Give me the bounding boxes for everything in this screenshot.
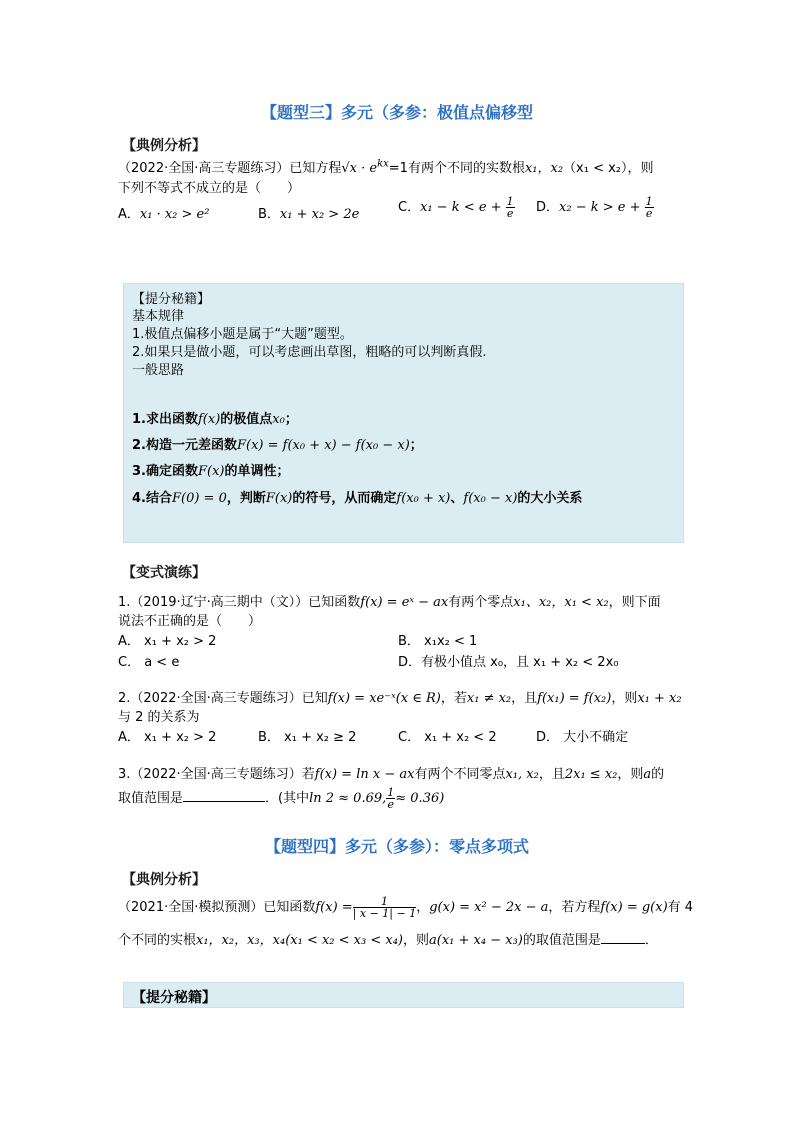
q3-text-note: ．(其中	[265, 791, 310, 806]
step1-function: f(x)	[197, 412, 221, 427]
option-c	[398, 196, 515, 219]
step2-text-c: ；	[409, 438, 423, 453]
example-line-1	[118, 157, 654, 176]
q3-line-1	[118, 763, 664, 782]
option-c-text: x₁ − k < e +	[420, 200, 502, 215]
q3-cond: 2x₁ ≤ x₂	[564, 767, 618, 782]
q2-option-c: C． x₁ + x₂ < 2	[398, 730, 497, 745]
type4-line-2	[118, 929, 658, 948]
step4-text-a: 4.结合	[132, 491, 172, 506]
q3-text-b: 有两个不同零点	[414, 767, 506, 782]
option-d-label: D．	[536, 200, 560, 215]
option-b-label: B．	[258, 207, 280, 222]
tips-box-type4	[123, 982, 684, 1008]
q1-text-a: 1.（2019·辽宁·高三期中（文））已知函数	[118, 595, 361, 610]
q2-option-d: D． 大小不确定	[536, 730, 629, 745]
fraction-one-over-e	[506, 196, 515, 219]
rule-title: 基本规律	[132, 309, 185, 324]
type4-function-f: f(x) =	[315, 900, 353, 915]
fraction-denominator: e	[645, 207, 653, 220]
step4-text-d: 的大小关系	[517, 491, 583, 506]
option-b	[258, 203, 359, 222]
step4-f0: F(0) = 0	[171, 491, 227, 506]
option-b-text: x₁ + x₂ > 2e	[279, 207, 360, 222]
type4-roots: x₁，x₂，x₃，x₄	[196, 933, 286, 948]
q2-equal: f(x₁) = f(x₂)	[537, 691, 612, 706]
section-title-type4: 【题型四】多元（多参）：零点多项式	[264, 837, 529, 856]
q1-text-c: ，则下面	[608, 595, 661, 610]
option-d	[536, 196, 654, 219]
type4-order: (x₁ < x₂ < x₃ < x₄)	[285, 933, 403, 948]
option-a-text: x₁ · x₂ > e²	[139, 207, 210, 222]
step4-g1: f(x₀ + x)	[396, 491, 451, 506]
q1-line-2: 说法不正确的是（ ）	[118, 614, 262, 629]
example-text-a: （2022·全国·高三专题练习）已知方程	[118, 161, 342, 176]
tips-header-type4: 【提分秘籍】	[132, 990, 216, 1006]
step4-text-b: ，判断	[226, 491, 266, 506]
example-line-2: 下列不等式不成立的是（ ）	[118, 181, 301, 196]
type4-line-1	[118, 896, 693, 919]
fraction-one-over-e	[386, 787, 395, 810]
step1-text-c: ；	[284, 412, 298, 427]
step-3	[132, 460, 290, 479]
step1-text-b: 的极值点	[220, 412, 273, 427]
answer-blank[interactable]	[601, 931, 645, 944]
type4-fraction-den: | x − 1| − 1	[352, 907, 417, 920]
step2-text-a: 2.构造一元差函数	[132, 438, 237, 453]
step4-g2: f(x₀ − x)	[463, 491, 518, 506]
type4-text-a: （2021·全国·模拟预测）已知函数	[118, 900, 316, 915]
step1-text-a: 1.求出函数	[132, 412, 198, 427]
fraction-denominator: e	[506, 207, 514, 220]
roots-symbols: x₁，x₂	[524, 161, 564, 176]
type4-text-end: ．	[644, 933, 658, 948]
type4-expression: a(x₁ + x₄ − x₃)	[429, 933, 523, 948]
type4-fraction-num: 1	[353, 896, 417, 908]
fraction-one-over-e	[645, 196, 654, 219]
step3-function: F(x)	[197, 464, 225, 479]
type4-text-range: 的取值范围是	[522, 933, 601, 948]
q2-line-2: 与 2 的关系为	[118, 710, 200, 725]
example-header-type4: 【典例分析】	[122, 872, 206, 888]
step-4	[132, 487, 582, 506]
q2-text-d: ，且	[511, 691, 538, 706]
q1-option-c: C． a < e	[118, 655, 180, 670]
fraction-numerator: 1	[506, 195, 514, 208]
q1-option-d: D．有极小值点 x₀，且 x₁ + x₂ < 2x₀	[398, 655, 619, 670]
step-2	[132, 434, 423, 453]
type4-text-b: ，	[416, 900, 430, 915]
q2-sum: x₁ + x₂	[637, 691, 682, 706]
q3-param: a	[643, 767, 652, 782]
step4-text-c: 的符号，从而确定	[292, 491, 397, 506]
q3-line-2	[118, 787, 444, 810]
section-title-type3: 【题型三】多元（多参：极值点偏移型	[260, 103, 533, 122]
answer-blank[interactable]	[183, 789, 265, 802]
step3-text-b: 的单调性；	[224, 464, 290, 479]
step4-sep: 、	[450, 491, 464, 506]
step3-text-a: 3.确定函数	[132, 464, 198, 479]
q2-text-a: 2.（2022·全国·高三专题练习）已知	[118, 691, 328, 706]
option-a-label: A．	[118, 207, 140, 222]
tips-box	[123, 283, 684, 543]
example-text-b: =1有两个不同的实数根	[388, 161, 525, 176]
fraction-numerator: 1	[387, 786, 395, 799]
q2-cond: x₁ ≠ x₂	[466, 691, 512, 706]
example-header: 【典例分析】	[122, 138, 206, 154]
q2-text-b: ，若	[440, 691, 467, 706]
q3-text-range: 取值范围是	[118, 791, 184, 806]
type4-fraction	[353, 896, 417, 919]
q3-text-e: ，则	[617, 767, 644, 782]
q1-text-b: 有两个零点	[448, 595, 514, 610]
fraction-numerator: 1	[645, 195, 653, 208]
q2-option-a: A． x₁ + x₂ > 2	[118, 730, 217, 745]
idea-title: 一般思路	[132, 363, 185, 378]
q3-function: f(x) = ln x − ax	[314, 767, 415, 782]
type4-function-g: g(x) = x² − 2x − a	[429, 900, 549, 915]
q2-function: f(x) = xe⁻ˣ(x ∈ R)	[327, 691, 441, 706]
q3-zeros: x₁, x₂	[505, 767, 539, 782]
q3-ln2: ln 2 ≈ 0.69,	[309, 791, 387, 806]
q1-line-1	[118, 591, 661, 610]
q3-text-g: 的	[651, 767, 665, 782]
q2-text-g: ，则	[611, 691, 638, 706]
rule-2: 2.如果只是做小题，可以考虑画出草图，粗略的可以判断真假.	[132, 345, 487, 360]
type4-text-c: ，若方程	[548, 900, 601, 915]
example-text-c: （x₁ < x₂），则	[563, 161, 654, 176]
type4-text-then: ，则	[403, 933, 430, 948]
step2-function: F(x) = f(x₀ + x) − f(x₀ − x)	[236, 438, 410, 453]
equation-sqrt: √x · e	[341, 161, 378, 176]
type4-text-roots: 个不同的实根	[118, 933, 197, 948]
type4-text-d: 有 4	[667, 900, 694, 915]
q1-option-b: B． x₁x₂ < 1	[398, 634, 478, 649]
q3-approx: ≈ 0.36)	[395, 791, 445, 806]
q2-option-b: B． x₁ + x₂ ≥ 2	[258, 730, 357, 745]
q3-text-c: ，且	[538, 767, 565, 782]
q2-line-1	[118, 687, 682, 706]
type4-equation: f(x) = g(x)	[600, 900, 668, 915]
option-c-label: C．	[398, 200, 421, 215]
option-d-text: x₂ − k > e +	[559, 200, 641, 215]
exponent-kx: kx	[377, 158, 389, 170]
tips-header: 【提分秘籍】	[132, 292, 211, 307]
q3-text-a: 3.（2022·全国·高三专题练习）若	[118, 767, 315, 782]
rule-1: 1.极值点偏移小题是属于“大题”题型。	[132, 327, 353, 342]
q1-zeros: x₁、x₂，x₁ < x₂	[513, 595, 609, 610]
practice-header: 【变式演练】	[122, 565, 206, 581]
q1-option-a: A． x₁ + x₂ > 2	[118, 634, 217, 649]
fraction-denominator: e	[387, 798, 395, 811]
step4-function: F(x)	[265, 491, 293, 506]
step-1	[132, 408, 298, 427]
q1-function: f(x) = eˣ − ax	[360, 595, 449, 610]
option-a	[118, 203, 209, 222]
step1-x0: x₀	[272, 412, 285, 427]
